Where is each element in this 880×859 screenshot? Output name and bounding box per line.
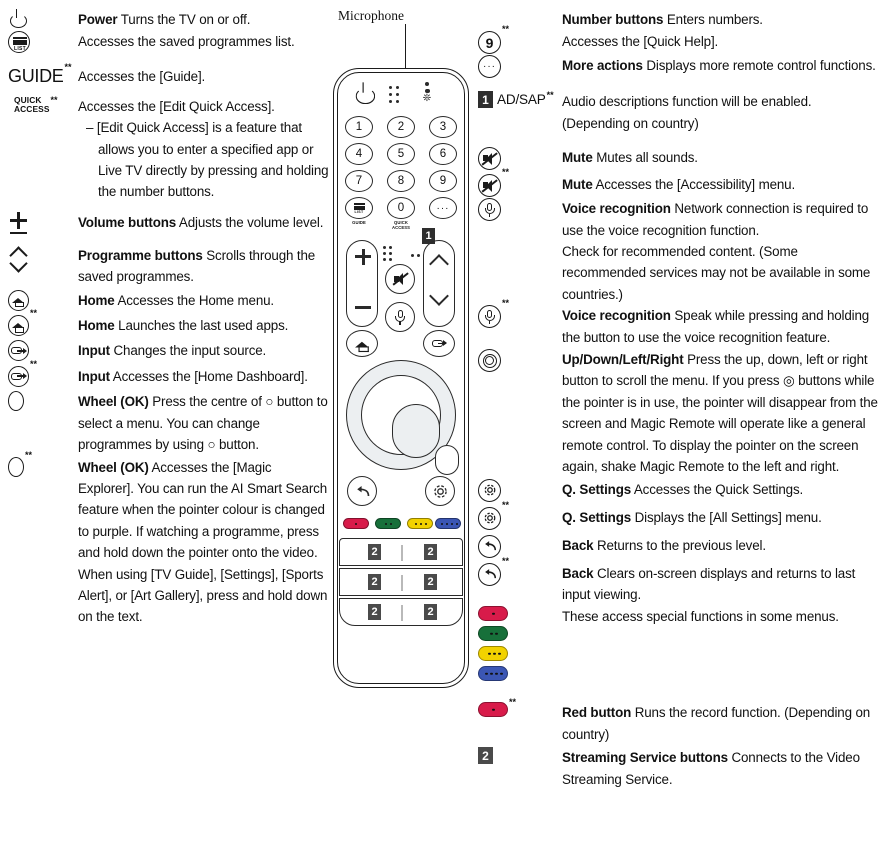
remote-key-input[interactable] (423, 330, 455, 357)
red-button-label: Red button (562, 705, 632, 721)
remote-key-3[interactable]: 3 (429, 116, 457, 138)
input-alt-icon-cell (0, 358, 78, 387)
remote-key-back[interactable] (347, 476, 377, 506)
remote-programme-rocker[interactable] (423, 240, 455, 327)
input-icon (8, 366, 29, 387)
entry-voice-recognition-alt-text (562, 305, 880, 348)
remote-quick-access-sublabel: QUICK ACCESS (391, 220, 411, 230)
remote-streaming-strip-2[interactable]: 2 2 (339, 568, 463, 596)
number-nine-icon: 9 (478, 31, 501, 54)
remote-wheel-ok[interactable] (392, 404, 440, 458)
list-icon-cell (0, 31, 78, 53)
entry-power-text (78, 9, 330, 30)
more-actions-icon: ··· (478, 55, 501, 78)
back-alt-desc: Clears on-screen displays and returns to last input viewing. (562, 565, 856, 602)
wheel-ok-icon (8, 391, 24, 411)
entry-streaming-service-text (562, 747, 880, 790)
remote-key-7[interactable]: 7 (345, 170, 373, 192)
home-alt-stars: ** (30, 308, 38, 319)
magic-remote-illustration (333, 8, 469, 688)
entry-back (470, 535, 880, 558)
volume-label: Volume buttons (78, 214, 177, 230)
entry-ad-sap (470, 91, 880, 134)
remote-key-0[interactable]: 0 (387, 197, 415, 219)
remote-microphone-hole: ❊ (421, 82, 433, 103)
settings-alt-icon-cell (470, 499, 562, 530)
red-button-desc: Runs the record function. (Depending on country) (562, 705, 871, 742)
entry-programme (0, 245, 330, 288)
remote-dpad-wheel[interactable] (346, 360, 456, 470)
mute-alt-label: Mute (562, 177, 593, 193)
quick-access-icon-cell (0, 96, 78, 115)
entry-quick-settings-text (562, 479, 880, 500)
voice-alt-desc: Speak while pressing and holding the button to use the voice recognition feature. (562, 308, 870, 345)
all-settings-label: Q. Settings (562, 509, 632, 525)
back-label: Back (562, 537, 594, 553)
colour-buttons-icon-cell (470, 606, 562, 681)
entry-input-text (78, 340, 330, 361)
input-label: Input (78, 343, 110, 359)
right-descriptions-column (470, 0, 880, 790)
entry-mute-alt-text (562, 174, 880, 195)
ad-sap-icon-cell (470, 91, 562, 108)
mute-alt-desc: Accesses the [Accessibility] menu. (592, 177, 796, 193)
entry-home (0, 290, 330, 311)
voice-alt-label: Voice recognition (562, 308, 671, 324)
wheel-ok-label: Wheel (OK) (78, 394, 149, 410)
guide-icon-cell (0, 62, 78, 87)
back-icon (478, 563, 501, 586)
home-icon (8, 315, 29, 336)
list-desc: Accesses the saved programmes list. (78, 34, 295, 50)
entry-list-text (78, 31, 330, 52)
power-label: Power (78, 12, 118, 27)
guide-text-icon: GUIDE (8, 66, 64, 87)
input-icon-cell (0, 340, 78, 361)
programme-buttons-icon (8, 245, 32, 275)
entry-wheel-ok-alt-text (78, 457, 330, 628)
entry-input (0, 340, 330, 361)
remote-key-more-actions[interactable]: ··· (429, 197, 457, 219)
entry-mute-text (562, 147, 880, 168)
remote-colour-button-blue[interactable] (435, 518, 461, 529)
guide-desc: Accesses the [Guide]. (78, 69, 206, 85)
settings-icon-cell (470, 479, 562, 502)
streaming-label: Streaming Service buttons (562, 750, 728, 766)
voice-icon-cell (470, 198, 562, 221)
entry-guide (0, 62, 330, 87)
colour-button-yellow-icon (478, 646, 508, 661)
mute-desc: Mutes all sounds. (592, 150, 698, 166)
mute-icon (478, 174, 501, 197)
colour-button-blue-icon (478, 666, 508, 681)
back-desc: Returns to the previous level. (593, 537, 766, 553)
remote-colour-button-red[interactable] (343, 518, 369, 529)
more-actions-label: More actions (562, 58, 643, 74)
remote-dpad-inner-ring[interactable] (361, 375, 441, 455)
input-desc: Changes the input source. (109, 343, 267, 359)
mute-label: Mute (562, 150, 593, 166)
voice-alt-icon-cell (470, 298, 562, 328)
home-label: Home (78, 292, 115, 308)
programme-icon-cell (0, 245, 78, 275)
entry-back-alt (470, 555, 880, 606)
wheel-icon-cell (0, 391, 78, 411)
ad-sap-text: AD/SAP (497, 92, 546, 108)
ad-sap-badge-icon: 1 (478, 91, 493, 108)
all-settings-stars: ** (502, 499, 510, 510)
navigation-label: Up/Down/Left/Right (562, 352, 684, 368)
quick-settings-label: Q. Settings (562, 481, 632, 497)
home-alt-icon-cell (0, 308, 78, 336)
navigation-desc: Press the up, down, left or right button to scroll the menu. If you press ◎ buttons while the pointer is in use, the pointer will disappear from the screen and Magic Remote will operate like a general remote control. To display the pointer on the screen again, shake Magic Remote to the left and right. (562, 352, 878, 475)
entry-red-button-text (562, 702, 880, 745)
mute-alt-icon-cell (470, 167, 562, 197)
remote-key-guide[interactable]: LIST (345, 197, 373, 219)
programme-label: Programme buttons (78, 247, 203, 263)
power-icon (8, 9, 27, 28)
remote-key-2[interactable]: 2 (387, 116, 415, 138)
entry-streaming-service (470, 747, 880, 790)
remote-key-6[interactable]: 6 (429, 143, 457, 165)
microphone-leader-line (405, 24, 406, 68)
back-alt-icon-cell (470, 555, 562, 586)
volume-buttons-icon (8, 212, 32, 242)
gear-icon (483, 511, 497, 525)
entry-wheel-ok (0, 391, 330, 455)
entry-colour-buttons (470, 606, 880, 681)
remote-key-mute[interactable] (385, 264, 415, 294)
entry-more-actions (470, 55, 880, 78)
mute-alt-stars: ** (502, 167, 510, 178)
voice-recognition-icon (478, 198, 501, 221)
more-actions-desc: Displays more remote control functions. (642, 58, 876, 74)
red-button-icon-cell (470, 697, 562, 717)
navigation-icon-cell (470, 349, 562, 372)
entry-input-alt-text (78, 366, 330, 387)
streaming-badge-icon-cell (470, 747, 562, 764)
settings-gear-icon (478, 479, 501, 502)
more-actions-icon-cell (470, 55, 562, 78)
mute-icon-cell (470, 147, 562, 170)
left-descriptions-column (0, 0, 330, 628)
remote-key-9[interactable]: 9 (429, 170, 457, 192)
settings-gear-icon (478, 507, 501, 530)
quick-access-note: – [Edit Quick Access] is a feature that allows you to enter a specified app or Live TV directly by pressing and holding the number buttons. (86, 120, 329, 200)
back-icon (478, 535, 501, 558)
red-button-stars: ** (509, 697, 517, 708)
entry-back-alt-text (562, 563, 880, 606)
remote-key-4[interactable]: 4 (345, 143, 373, 165)
number-nine-icon-cell (470, 24, 562, 54)
input-alt-desc: Accesses the [Home Dashboard]. (109, 368, 308, 384)
voice-desc: Network connection is required to use the voice recognition function. (562, 201, 869, 238)
streaming-badge-icon: 2 (478, 747, 493, 764)
back-icon (355, 485, 370, 498)
entry-voice-recognition-alt (470, 298, 880, 348)
programme-desc: Scrolls through the saved programmes. (78, 247, 316, 285)
guide-stars: ** (64, 62, 72, 73)
remote-key-8[interactable]: 8 (387, 170, 415, 192)
colour-button-red-icon (478, 606, 508, 621)
back-alt-label: Back (562, 565, 594, 581)
entry-mute (470, 147, 880, 170)
entry-navigation (470, 349, 880, 477)
remote-volume-rocker[interactable] (346, 240, 378, 327)
ad-sap-stars: ** (546, 90, 554, 101)
entry-quick-help-text (562, 31, 880, 52)
quick-access-desc: Accesses the [Edit Quick Access]. (78, 98, 275, 114)
remote-led-dots (389, 86, 401, 106)
voice-recognition-icon (478, 305, 501, 328)
back-alt-stars: ** (502, 555, 510, 566)
quick-help-stars: ** (502, 24, 510, 35)
home-icon (8, 290, 29, 311)
entry-voice-recognition-text (562, 198, 880, 305)
entry-colour-buttons-text (562, 606, 880, 627)
entry-wheel-ok-alt (0, 449, 330, 628)
remote-streaming-strip-3[interactable]: 2 2 (339, 598, 463, 626)
red-button-icon (478, 702, 508, 717)
entry-voice-recognition (470, 198, 880, 305)
entry-all-settings (470, 499, 880, 530)
remote-led-dots-secondary (383, 246, 395, 262)
ad-sap-desc: Audio descriptions function will be enabled. (Depending on country) (562, 94, 812, 131)
entry-volume-text (78, 212, 330, 233)
entry-back-text (562, 535, 880, 556)
input-icon (8, 340, 29, 361)
voice-label: Voice recognition (562, 201, 671, 217)
microphone-label: Microphone (338, 8, 404, 23)
entry-volume (0, 212, 330, 242)
entry-home-alt (0, 308, 330, 336)
remote-key-voice-recognition[interactable] (385, 302, 415, 332)
wheel-ok-alt-desc: Accesses the [Magic Explorer]. You can run the AI Smart Search feature when the pointer colour is changed to purple. If watching a programme, press and hold down the pointer onto the video. When using [TV Guide], [Settings], [Sports Alert], or [Art Gallery], press and hold down on the text. (78, 459, 328, 625)
entry-wheel-ok-text (78, 391, 330, 455)
navigation-icon (478, 349, 501, 372)
voice-alt-stars: ** (502, 298, 510, 309)
qa-line2: ACCESS (14, 104, 50, 115)
remote-colour-button-yellow[interactable] (407, 518, 433, 529)
gear-icon (483, 483, 497, 497)
entry-quick-access-text (78, 96, 330, 203)
remote-colour-button-green[interactable] (375, 518, 401, 529)
entry-more-actions-text (562, 55, 880, 76)
home-alt-label: Home (78, 318, 115, 334)
input-alt-stars: ** (30, 358, 38, 369)
quick-help-desc: Accesses the [Quick Help]. (562, 34, 719, 50)
remote-power-key (355, 84, 377, 106)
number-buttons-label: Number buttons (562, 12, 664, 27)
quick-settings-desc: Accesses the Quick Settings. (631, 481, 804, 497)
entry-quick-access (0, 96, 330, 203)
wheel-ok-alt-label: Wheel (OK) (78, 459, 149, 475)
back-icon-cell (470, 535, 562, 558)
remote-guide-sublabel: GUIDE (352, 220, 366, 225)
entry-input-alt (0, 358, 330, 387)
home-desc: Accesses the Home menu. (114, 292, 275, 308)
streaming-desc: Connects to the Video Streaming Service. (562, 750, 860, 787)
wheel-ok-icon (8, 457, 24, 477)
quick-access-stars: ** (50, 94, 58, 105)
entry-quick-settings (470, 479, 880, 502)
remote-led-dots-tertiary (411, 254, 421, 258)
volume-icon-cell (0, 212, 78, 242)
entry-red-button (470, 697, 880, 745)
qa-line1: QUICK (14, 94, 42, 105)
entry-number-buttons-text (562, 9, 880, 30)
entry-home-alt-text (78, 315, 330, 336)
volume-desc: Adjusts the volume level. (176, 214, 324, 230)
number-buttons-desc: Enters numbers. (663, 12, 763, 27)
colour-buttons-desc: These access special functions in some menus. (562, 609, 839, 625)
entry-mute-alt (470, 167, 880, 197)
entry-number-buttons (470, 9, 880, 30)
entry-all-settings-text (562, 507, 880, 528)
entry-quick-help (470, 24, 880, 54)
all-settings-desc: Displays the [All Settings] menu. (631, 509, 822, 525)
home-alt-desc: Launches the last used apps. (114, 318, 289, 334)
power-desc: Turns the TV on or off. (117, 12, 251, 27)
remote-wheel-center[interactable] (435, 445, 459, 475)
entry-home-text (78, 290, 330, 311)
wheel-alt-icon-cell (0, 449, 78, 477)
entry-power (0, 9, 330, 30)
power-icon-cell (0, 9, 78, 28)
entry-ad-sap-text (562, 91, 880, 134)
entry-list (0, 31, 330, 53)
voice-desc-2: Check for recommended content. (Some recommended services may not be available in some countries.) (562, 244, 871, 302)
mute-icon (478, 147, 501, 170)
entry-navigation-text (562, 349, 880, 477)
input-alt-label: Input (78, 368, 110, 384)
remote-key-1[interactable]: 1 (345, 116, 373, 138)
remote-key-5[interactable]: 5 (387, 143, 415, 165)
remote-key-home[interactable] (346, 330, 378, 357)
entry-programme-text (78, 245, 330, 288)
list-icon: LIST (8, 31, 30, 53)
gear-icon (432, 483, 449, 500)
wheel-ok-desc: Press the centre of ○ button to select a menu. You can change programmes by using ○ button. (78, 394, 328, 453)
quick-access-text-icon (14, 96, 50, 115)
home-icon-cell (0, 290, 78, 311)
remote-badge-1: 1 (422, 228, 435, 244)
remote-streaming-strip-1[interactable]: 2 2 (339, 538, 463, 566)
colour-button-green-icon (478, 626, 508, 641)
remote-key-settings[interactable] (425, 476, 455, 506)
wheel-alt-stars: ** (25, 449, 33, 460)
entry-guide-text (78, 66, 330, 87)
